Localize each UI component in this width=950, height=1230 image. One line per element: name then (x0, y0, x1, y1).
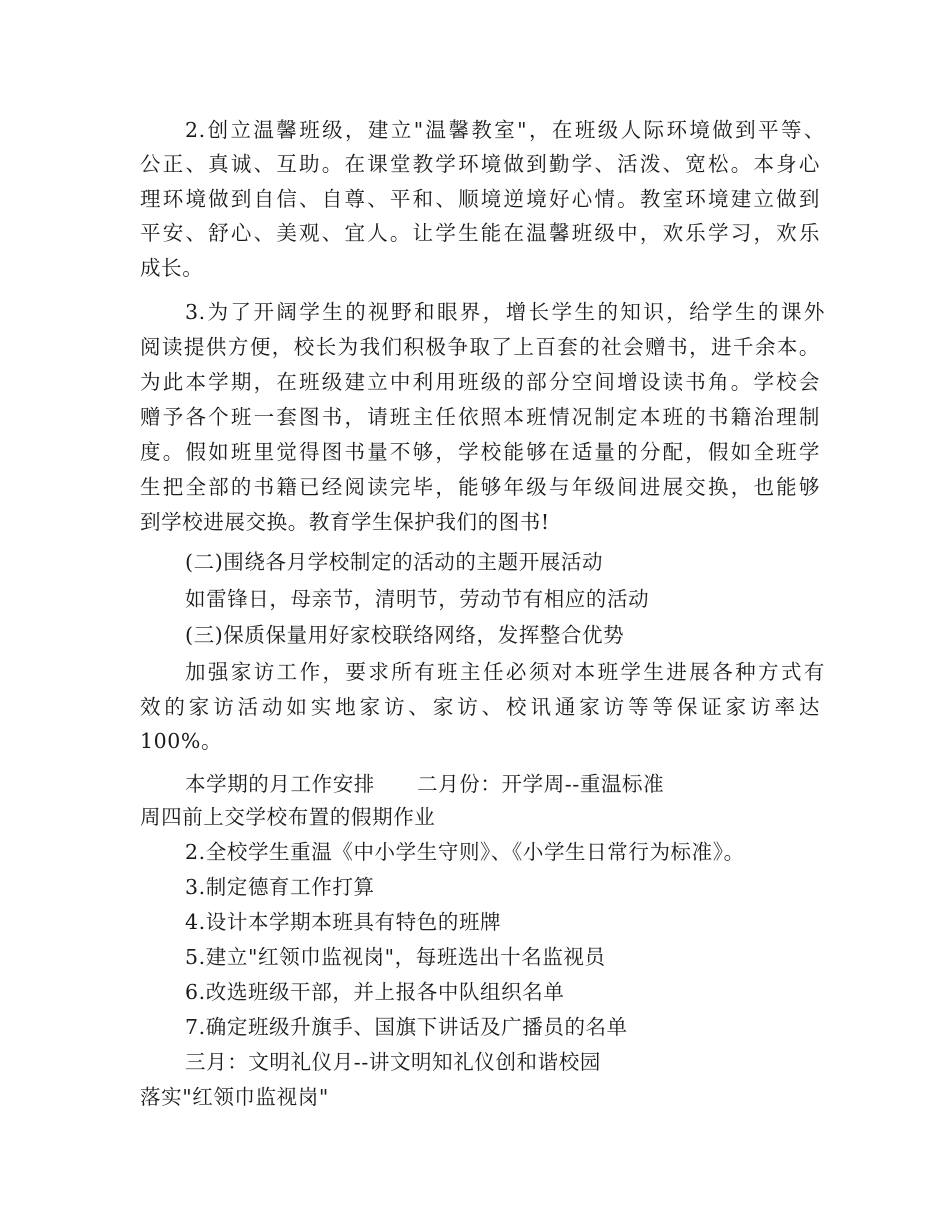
paragraph-line: 成长。 (140, 256, 204, 280)
paragraph-line: 公正、真诚、互助。在课堂教学环境做到勤学、活泼、宽松。本身心 (140, 152, 820, 176)
paragraph-line: 2.创立温馨班级，建立"温馨教室"，在班级人际环境做到平等、 (185, 118, 825, 142)
list-item: 落实"红领巾监视岗" (140, 1085, 329, 1109)
paragraph-line: 理环境做到自信、自尊、平和、顺境逆境好心情。教室环境建立做到 (140, 187, 820, 211)
paragraph-line: 加强家访工作，要求所有班主任必须对本班学生进展各种方式有 (185, 660, 825, 684)
list-item: 4.设计本学期本班具有特色的班牌 (185, 910, 502, 934)
section-heading: (三)保质保量用好家校联络网络，发挥整合优势 (185, 623, 625, 647)
paragraph-line: 平安、舒心、美观、宜人。让学生能在温馨班级中，欢乐学习，欢乐 (140, 221, 820, 245)
list-item: 2.全校学生重温《中小学生守则》、《小学生日常行为标准》。 (185, 840, 745, 864)
paragraph-line: 效的家访活动如实地家访、家访、校讯通家访等等保证家访率达 (140, 695, 820, 719)
paragraph-line: 100%。 (140, 729, 223, 753)
paragraph-line: 3.为了开阔学生的视野和眼界，增长学生的知识，给学生的课外 (185, 300, 825, 324)
month-heading: 三月：文明礼仪月--讲文明知礼仪创和谐校园 (185, 1050, 601, 1074)
section-heading: (二)围绕各月学校制定的活动的主题开展活动 (185, 550, 604, 574)
list-item: 7.确定班级升旗手、国旗下讲话及广播员的名单 (185, 1015, 628, 1039)
paragraph-line: 如雷锋日，母亲节，清明节，劳动节有相应的活动 (185, 587, 650, 611)
paragraph-line: 到学校进展交换。教育学生保护我们的图书! (140, 510, 550, 534)
paragraph-line: 生把全部的书籍已经阅读完毕，能够年级与年级间进展交换，也能够 (140, 475, 820, 499)
list-item: 3.制定德育工作打算 (185, 875, 375, 899)
paragraph-line: 赠予各个班一套图书，请班主任依照本班情况制定本班的书籍治理制 (140, 405, 820, 429)
schedule-heading: 本学期的月工作安排 二月份：开学周--重温标准 (185, 772, 665, 796)
list-item: 5.建立"红领巾监视岗"，每班选出十名监视员 (185, 945, 606, 969)
paragraph-line: 为此本学期，在班级建立中利用班级的部分空间增设读书角。学校会 (140, 370, 820, 394)
paragraph-line: 阅读提供方便，校长为我们积极争取了上百套的社会赠书，进千余本。 (140, 335, 820, 359)
list-item: 6.改选班级干部，并上报各中队组织名单 (185, 980, 565, 1004)
paragraph-line: 度。假如班里觉得图书量不够，学校能够在适量的分配，假如全班学 (140, 440, 820, 464)
list-item: 周四前上交学校布置的假期作业 (140, 805, 436, 829)
